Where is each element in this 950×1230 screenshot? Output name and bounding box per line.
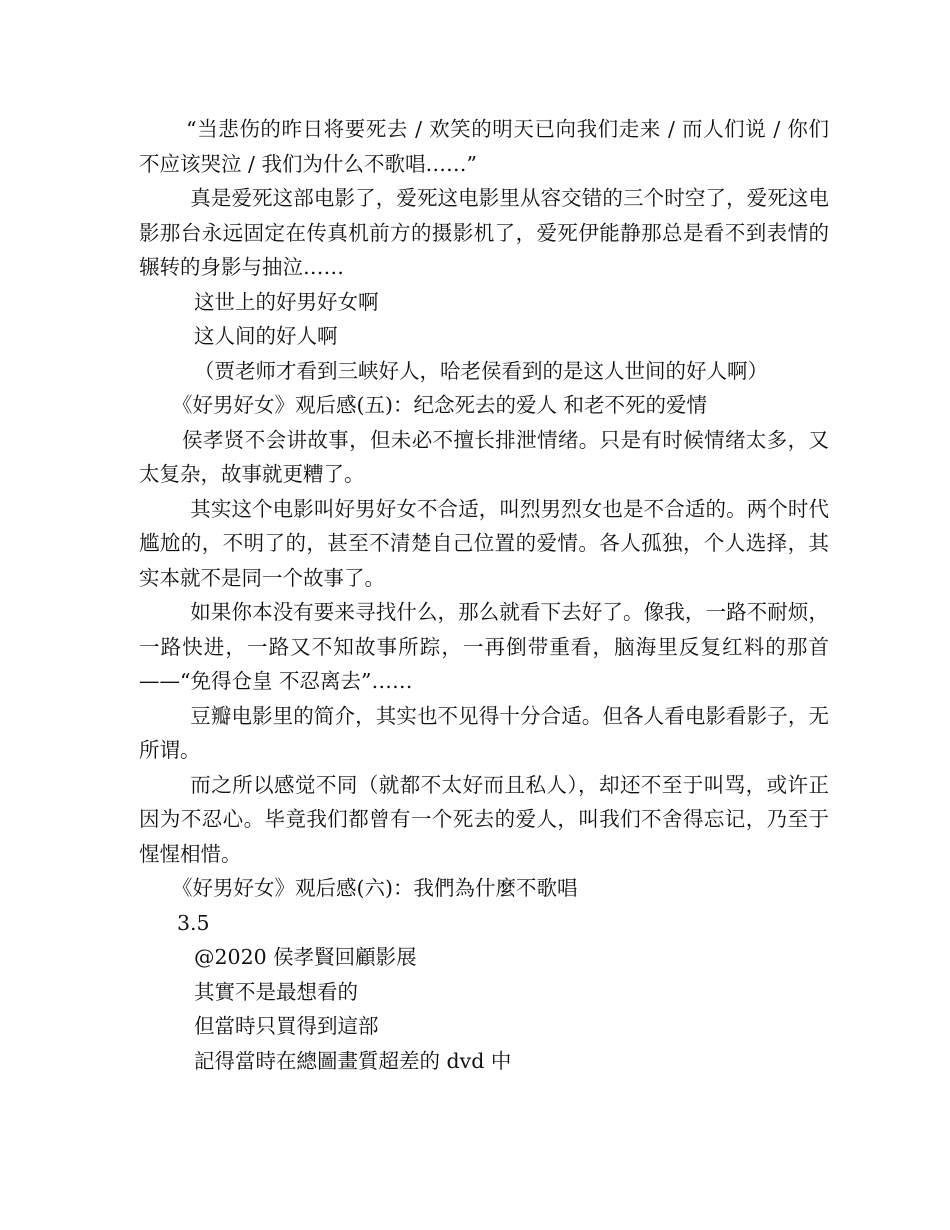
line-good-men-women: 这世上的好男好女啊 (194, 289, 379, 314)
section-heading-five: 《好男好女》观后感(五)：纪念死去的爱人 和老不死的爱情 (172, 393, 708, 417)
section-heading-six: 《好男好女》观后感(六)：我們為什麼不歌唱 (172, 876, 578, 900)
rating-line: 3.5 (177, 910, 210, 935)
paragraph-poem-quote: “当悲伤的昨日将要死去 / 欢笑的明天已向我们走来 / 而人们说 / 你们不应该哭泣 / 我们为什么不歌唱……” (139, 117, 829, 176)
line-only-could-buy: 但當時只買得到這部 (194, 1014, 379, 1038)
line-good-people: 这人间的好人啊 (194, 324, 338, 348)
paragraph-love-film: 真是爱死这部电影了，爱死这电影里从容交错的三个时空了，爱死这电影那台永远固定在传真机前方的摄影机了，爱死伊能静那总是看不到表情的辗转的身影与抽泣…… (139, 186, 829, 279)
paragraph-storytelling: 侯孝贤不会讲故事，但未必不擅长排泄情绪。只是有时候情绪太多，又太复杂，故事就更糟了。 (139, 427, 829, 486)
paragraph-title-fit: 其实这个电影叫好男好女不合适，叫烈男烈女也是不合适的。两个时代尴尬的，不明了的，甚至不清楚自己位置的爱情。各人孤独，个人选择，其实本就不是同一个故事了。 (139, 496, 829, 590)
document-body (139, 112, 829, 1078)
line-aside-parenthetical: （贾老师才看到三峡好人，哈老侯看到的是这人世间的好人啊） (194, 358, 768, 383)
paragraph-douban-summary: 豆瓣电影里的简介，其实也不见得十分合适。但各人看电影看影子，无所谓。 (139, 703, 829, 762)
line-remember-dvd: 記得當時在總圖畫質超差的 dvd 中 (194, 1048, 512, 1073)
line-retrospective: @2020 侯孝賢回顧影展 (194, 945, 417, 969)
paragraph-feeling-different: 而之所以感觉不同（就都不太好而且私人），却还不至于叫骂，或许正因为不忍心。毕竟我们都曾有一个死去的爱人，叫我们不舍得忘记，乃至于惺惺相惜。 (139, 772, 829, 866)
line-not-most-wanted: 其實不是最想看的 (194, 979, 358, 1004)
paragraph-keep-watching: 如果你本没有要来寻找什么，那么就看下去好了。像我，一路不耐烦，一路快进，一路又不知故事所踪，一再倒带重看，脑海里反复红料的那首——“免得仓皇 不忍离去”…… (139, 600, 829, 693)
